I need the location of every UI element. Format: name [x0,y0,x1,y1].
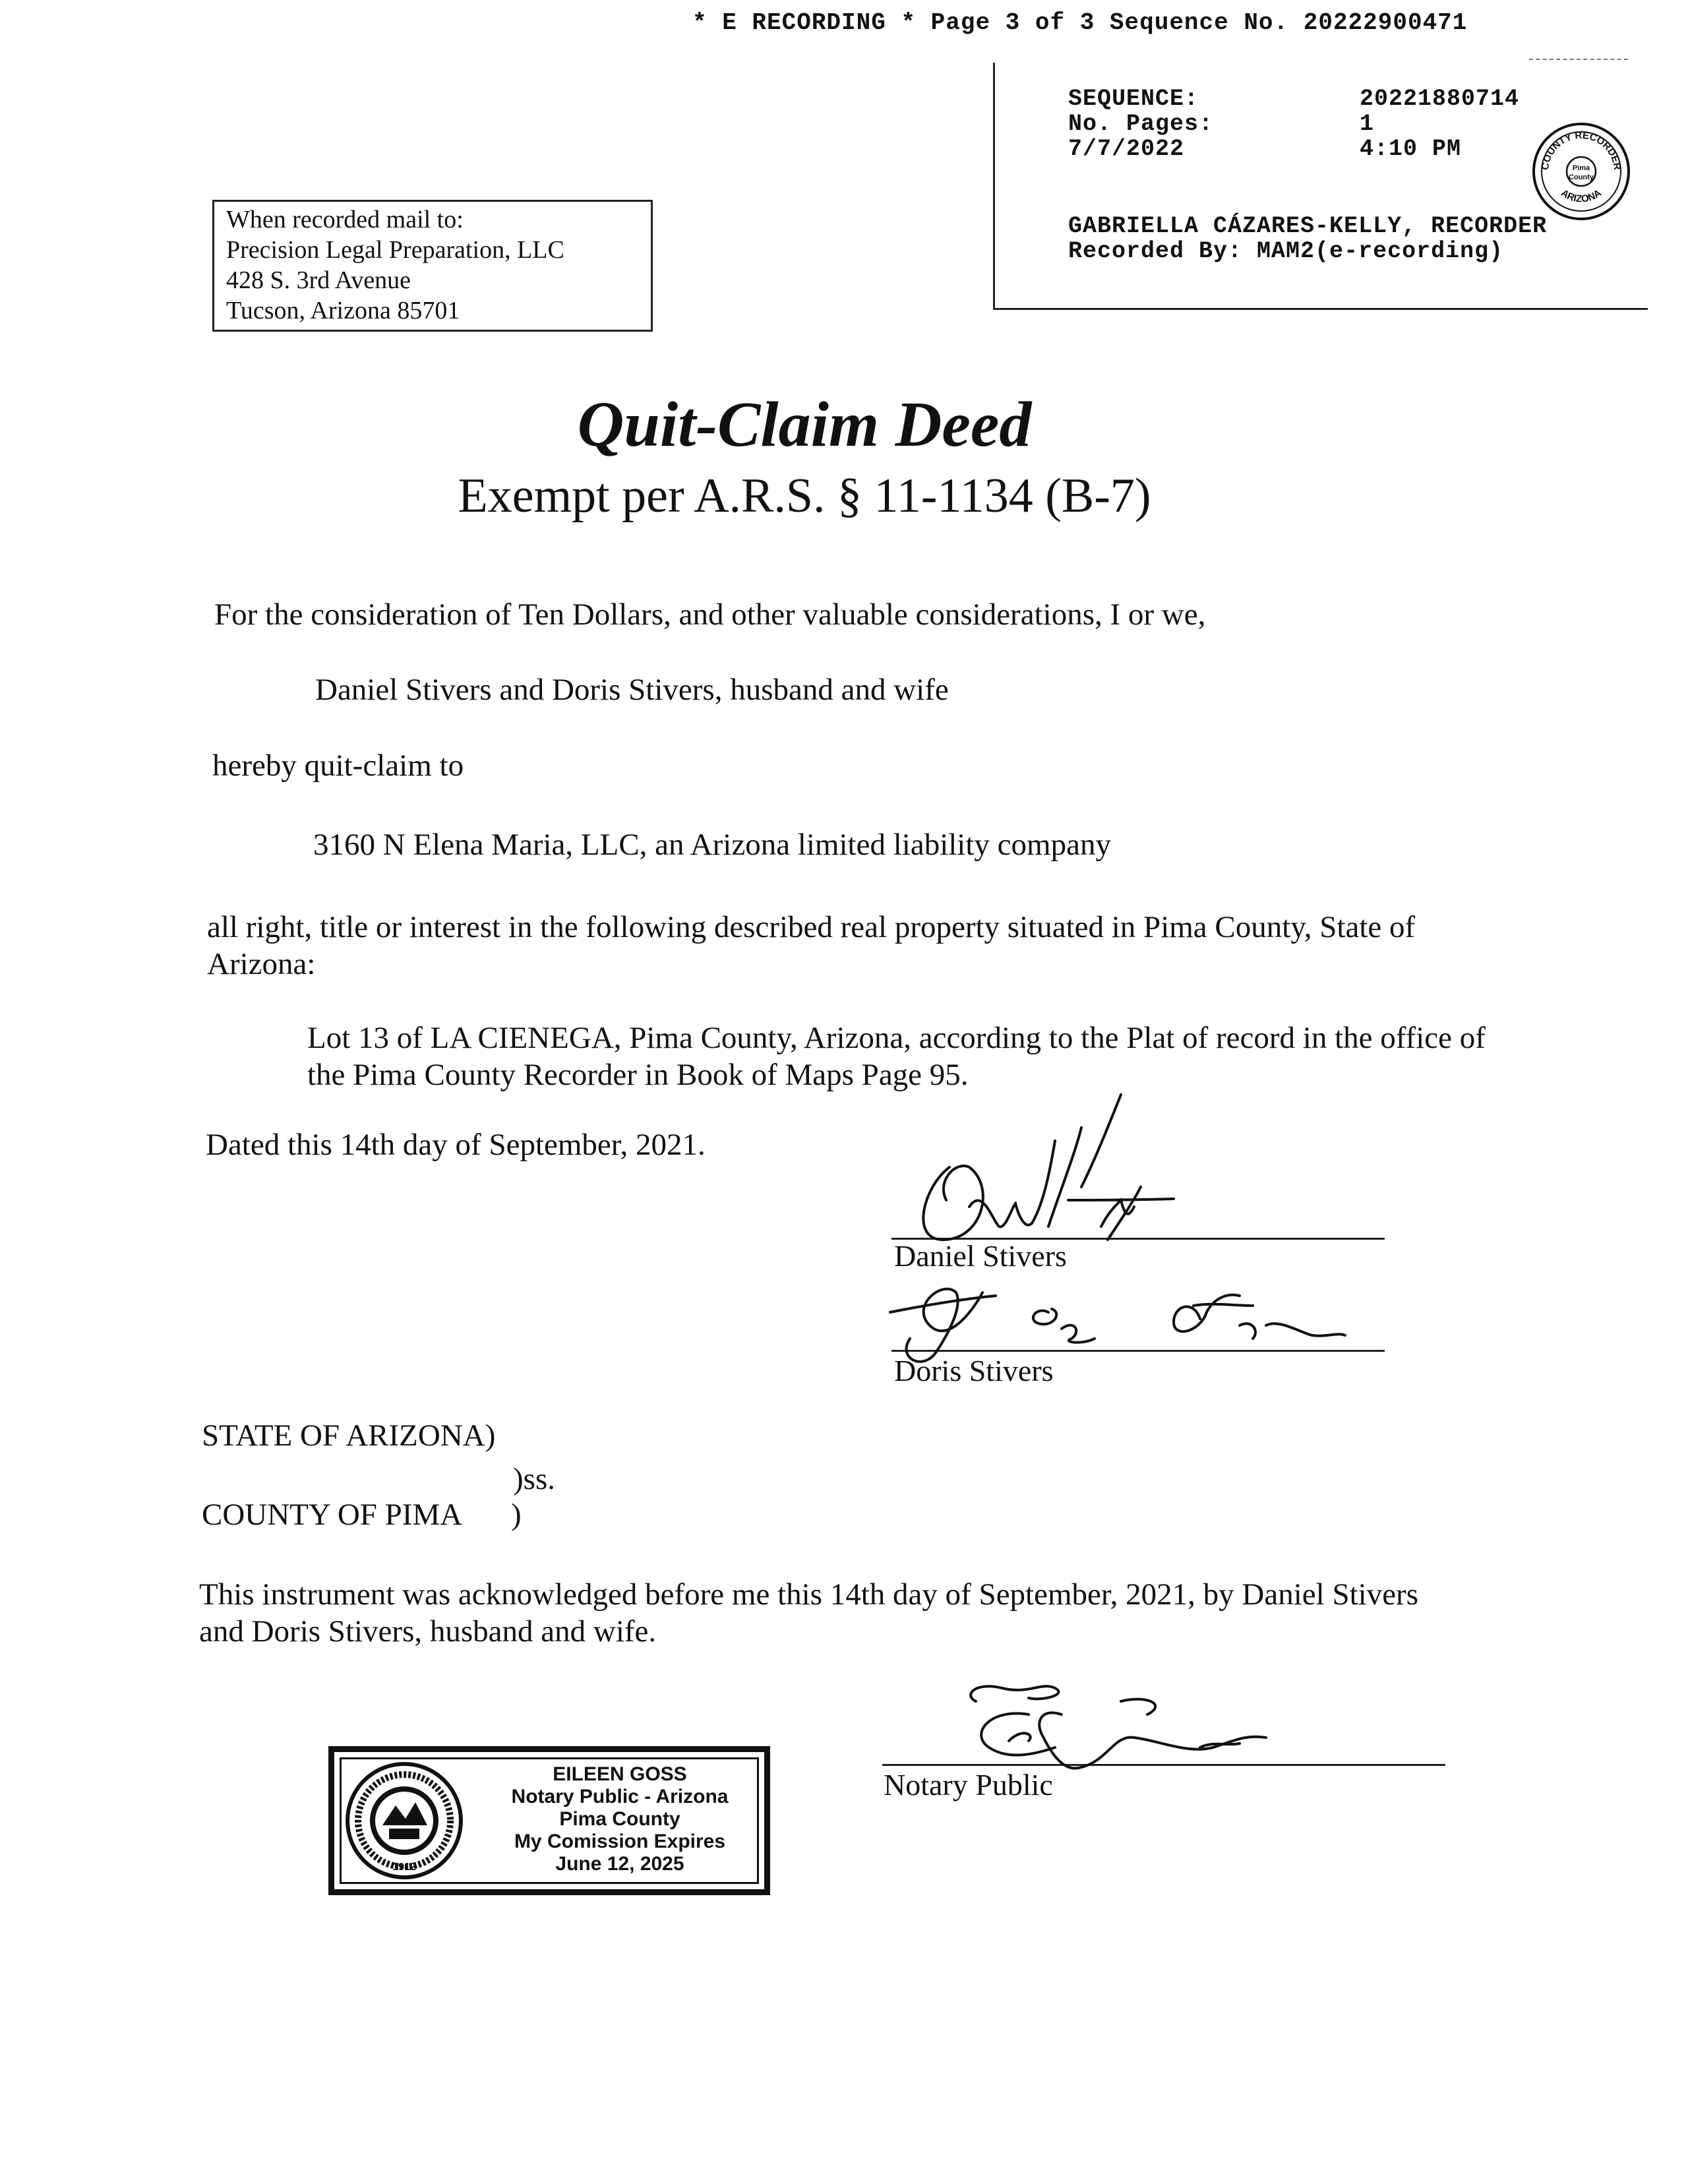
mail-to-box [212,200,653,332]
notary-public-label: Notary Public [884,1768,1053,1802]
svg-text:County: County [1569,173,1594,181]
signer-name-doris: Doris Stivers [894,1354,1054,1387]
daniel-signature [884,1088,1253,1266]
notary-title: Notary Public - Arizona [511,1786,729,1807]
venue-county: COUNTY OF PIMA [202,1498,463,1532]
recorder-name: GABRIELLA CÁZARES-KELLY, RECORDER [1068,213,1548,239]
mail-to-company: Precision Legal Preparation, LLC [226,236,564,264]
rights-paragraph: all right, title or interest in the following described real property situated in Pima County, State of Arizona: [207,910,1416,981]
recording-header: * E RECORDING * Page 3 of 3 Sequence No. 20222900471 [692,9,1468,36]
doris-signature [884,1266,1385,1372]
sequence-label: SEQUENCE: [1068,86,1199,112]
svg-text:COUNTY RECORDER: COUNTY RECORDER [1539,129,1623,171]
svg-text:Pima: Pima [1572,164,1590,172]
notary-signature [950,1675,1398,1807]
mail-to-line: When recorded mail to: [226,206,464,233]
mail-to-street: 428 S. 3rd Avenue [226,266,411,294]
mail-to-city: Tucson, Arizona 85701 [226,297,460,324]
notary-expiration: June 12, 2025 [555,1853,684,1875]
legal-description: Lot 13 of LA CIENEGA, Pima County, Arizona, according to the Plat of record in the office of the Pima County Recorder in Book of Maps Page 95. [307,1021,1486,1092]
svg-text:ARIZONA: ARIZONA [1559,187,1604,205]
deed-title: Quit-Claim Deed [577,389,1032,460]
notary-county: Pima County [559,1808,680,1830]
pages-label: No. Pages: [1068,111,1214,137]
pages-value: 1 [1360,111,1375,137]
recorded-by: Recorded By: MAM2(e-recording) [1068,238,1504,264]
venue-ss: )ss. [513,1462,555,1496]
sequence-value: 20221880714 [1360,86,1520,112]
recording-time: 4:10 PM [1360,136,1462,162]
recording-date: 7/7/2022 [1068,136,1185,162]
notary-commission-label: My Comission Expires [514,1831,726,1852]
county-recorder-seal-icon [1528,119,1634,224]
dated-line: Dated this 14th day of September, 2021. [206,1128,706,1162]
notary-stamp-text [481,1763,758,1875]
acknowledgment-paragraph: This instrument was acknowledged before me this 14th day of September, 2021, by Daniel Stivers and Doris Stivers, husband and wife. [199,1577,1418,1649]
exemption-line: Exempt per A.R.S. § 11-1134 (B-7) [458,469,1151,523]
venue-state: STATE OF ARIZONA) [202,1418,496,1453]
quitclaim-clause: hereby quit-claim to [212,748,464,783]
venue-paren: ) [511,1498,522,1532]
state-seal-icon [343,1759,466,1882]
svg-text:1912: 1912 [392,1862,416,1873]
signer-name-daniel: Daniel Stivers [894,1239,1067,1273]
consideration-paragraph: For the consideration of Ten Dollars, and other valuable considerations, I or we, [214,597,1206,632]
grantee: 3160 N Elena Maria, LLC, an Arizona limited liability company [313,828,1111,862]
grantors: Daniel Stivers and Doris Stivers, husband and wife [315,673,949,707]
notary-name: EILEEN GOSS [553,1763,687,1785]
